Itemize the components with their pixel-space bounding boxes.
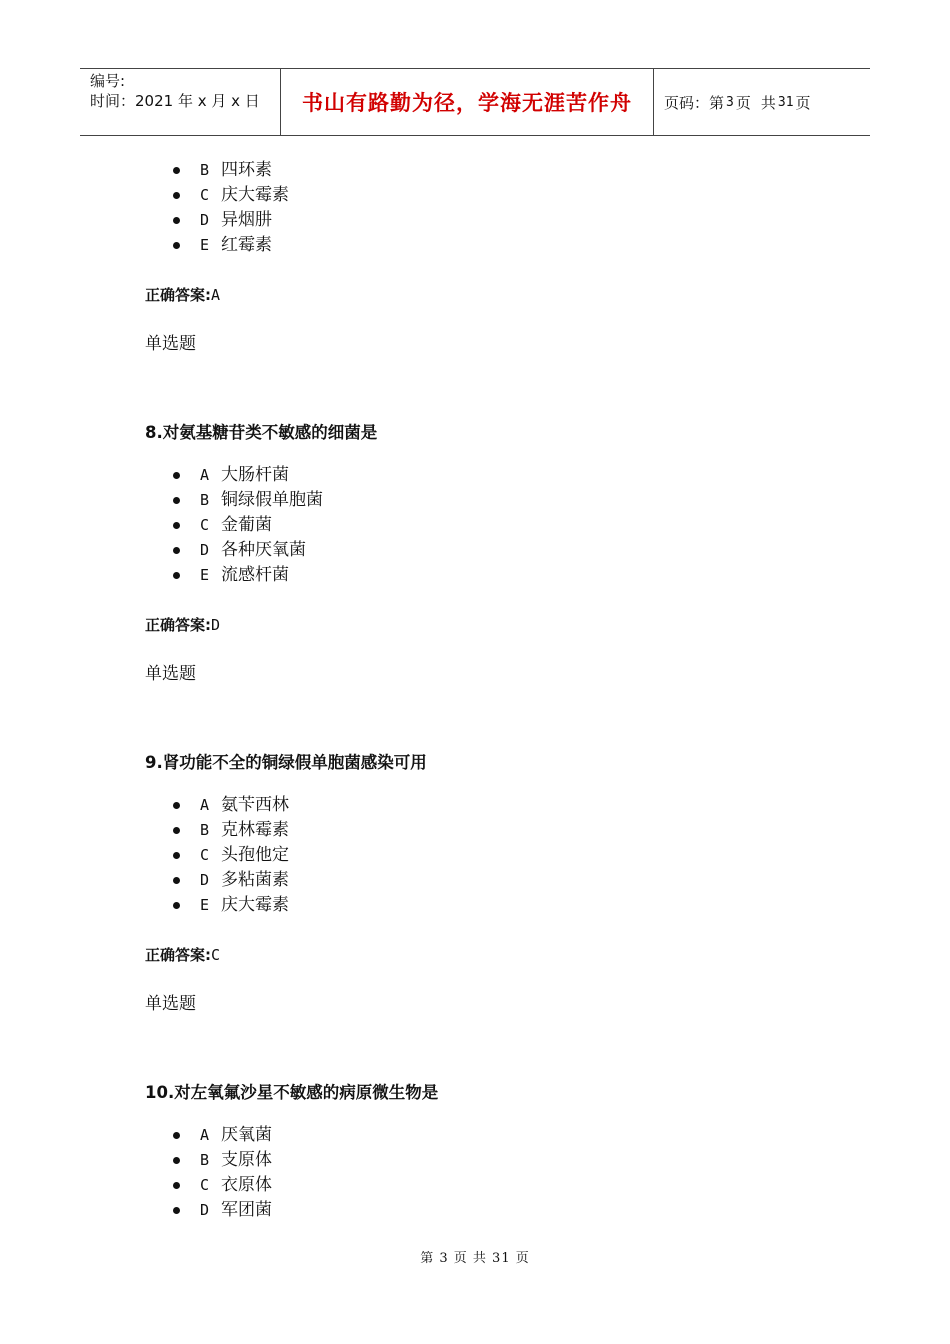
page-mid: 页 — [735, 93, 751, 112]
bullet-icon — [173, 572, 180, 579]
page-footer: 第 3 页 共 31 页 — [420, 1251, 530, 1266]
option-text: 铜绿假单胞菌 — [221, 490, 323, 510]
header-motto-cell — [281, 69, 654, 135]
option-letter: C — [200, 846, 210, 864]
correct-answer — [145, 944, 220, 965]
page-label: 页码：第 — [664, 93, 725, 112]
bullet-icon — [173, 192, 180, 199]
question-type: 单选题 — [145, 994, 196, 1014]
question-type: 单选题 — [145, 334, 196, 354]
option-text: 头孢他定 — [221, 845, 289, 865]
page-current: 3 — [726, 94, 734, 110]
motto: 书山有路勤为径，学海无涯苦作舟 — [302, 91, 632, 115]
option-letter: D — [200, 211, 210, 229]
answer-value: C — [211, 946, 221, 964]
question-title: 9.肾功能不全的铜绿假单胞菌感染可用 — [145, 753, 427, 772]
option-letter: D — [200, 871, 210, 889]
bullet-icon — [173, 852, 180, 859]
option-letter: B — [200, 821, 210, 839]
bullet-icon — [173, 242, 180, 249]
option-text: 异烟肼 — [221, 210, 272, 230]
code-label: 编号: — [90, 72, 126, 90]
answer-label: 正确答案: — [145, 286, 211, 304]
option-letter: A — [200, 796, 210, 814]
bullet-icon — [173, 1157, 180, 1164]
option-letter: C — [200, 516, 210, 534]
bullet-icon — [173, 167, 180, 174]
bullet-icon — [173, 827, 180, 834]
option-letter: C — [200, 1176, 210, 1194]
answer-label: 正确答案: — [145, 946, 211, 964]
time-label: 时间：2021 年 x 月 x 日 — [90, 92, 260, 110]
bullet-icon — [173, 902, 180, 909]
option-text: 庆大霉素 — [221, 895, 289, 915]
bullet-icon — [173, 497, 180, 504]
bullet-icon — [173, 472, 180, 479]
option-text: 四环素 — [221, 160, 272, 180]
option-text: 衣原体 — [221, 1175, 272, 1195]
option-text: 军团菌 — [221, 1200, 272, 1220]
option-letter: D — [200, 1201, 210, 1219]
bullet-icon — [173, 1132, 180, 1139]
option-letter: E — [200, 236, 210, 254]
option-text: 克林霉素 — [221, 820, 289, 840]
option-text: 金葡菌 — [221, 515, 272, 535]
correct-answer — [145, 284, 220, 305]
option-letter: C — [200, 186, 210, 204]
option-letter: B — [200, 1151, 210, 1169]
answer-value: A — [211, 286, 221, 304]
option-text: 庆大霉素 — [221, 185, 289, 205]
bullet-icon — [173, 1207, 180, 1214]
option-letter: B — [200, 491, 210, 509]
bullet-icon — [173, 1182, 180, 1189]
correct-answer — [145, 614, 220, 635]
bullet-icon — [173, 877, 180, 884]
option-text: 红霉素 — [221, 235, 272, 255]
header-page-info — [654, 69, 870, 135]
page-total-label: 共 — [760, 93, 776, 112]
page-total: 31 — [777, 94, 794, 110]
question-title: 8.对氨基糖苷类不敏感的细菌是 — [145, 423, 378, 442]
bullet-icon — [173, 802, 180, 809]
option-text: 流感杆菌 — [221, 565, 289, 585]
answer-value: D — [211, 616, 221, 634]
option-letter: E — [200, 896, 210, 914]
page-header — [80, 68, 870, 136]
option-text: 各种厌氧菌 — [221, 540, 306, 560]
bullet-icon — [173, 522, 180, 529]
question-type: 单选题 — [145, 664, 196, 684]
option-text: 氨苄西林 — [221, 795, 289, 815]
option-letter: A — [200, 1126, 210, 1144]
header-meta — [80, 69, 281, 135]
option-letter: D — [200, 541, 210, 559]
option-letter: A — [200, 466, 210, 484]
answer-label: 正确答案: — [145, 616, 211, 634]
question-title: 10.对左氧氟沙星不敏感的病原微生物是 — [145, 1083, 439, 1102]
option-letter: E — [200, 566, 210, 584]
option-letter: B — [200, 161, 210, 179]
page-end: 页 — [795, 93, 811, 112]
bullet-icon — [173, 547, 180, 554]
option-text: 厌氧菌 — [221, 1125, 272, 1145]
bullet-icon — [173, 217, 180, 224]
option-text: 大肠杆菌 — [221, 465, 289, 485]
option-text: 支原体 — [221, 1150, 272, 1170]
option-text: 多粘菌素 — [221, 870, 289, 890]
